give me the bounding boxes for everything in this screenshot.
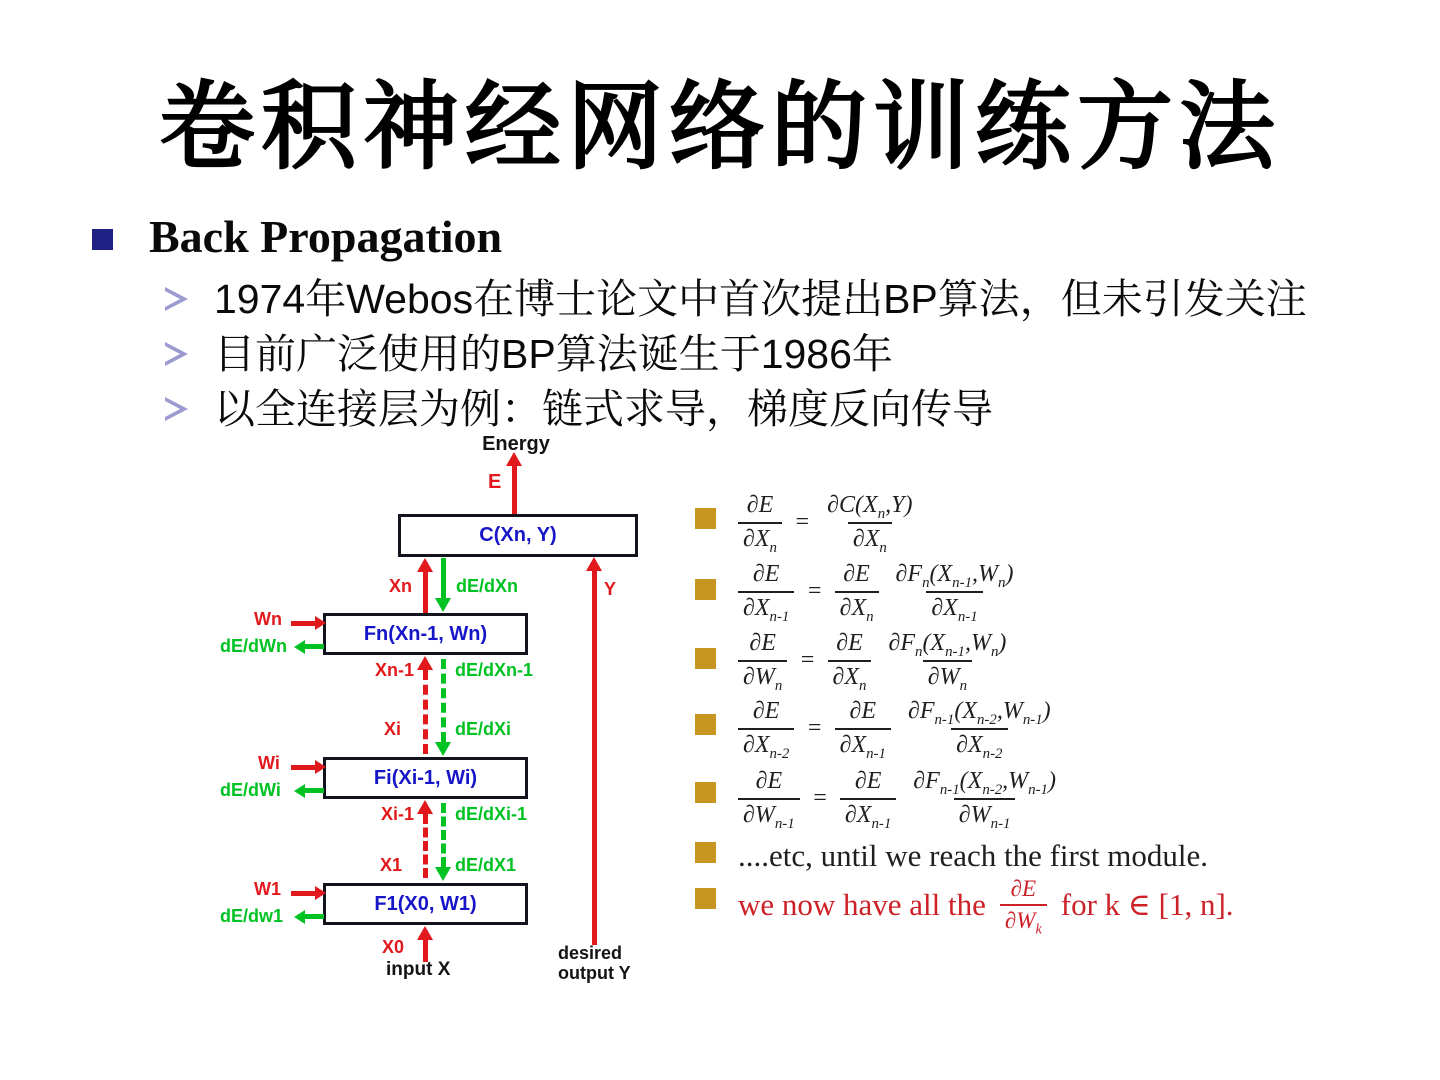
x1-label: X1 — [380, 855, 403, 875]
section-heading — [92, 210, 502, 263]
dedx1-label: dE/dX1 — [455, 855, 517, 875]
formula-bullet-icon — [695, 782, 716, 803]
formula-row — [695, 876, 1240, 939]
formula-bullet-icon — [695, 508, 716, 529]
dedwn-arrow-line — [304, 644, 324, 649]
chevron-bullet-icon — [165, 397, 188, 421]
e-arrow-line — [512, 466, 517, 514]
fraction: $\frac{\partial E}{\partial W_n}$ — [738, 630, 787, 691]
formula-content — [732, 561, 1024, 625]
dedxi1-dashed-line — [441, 803, 446, 867]
w1-label: W1 — [254, 879, 281, 899]
bullet-item — [165, 332, 893, 377]
dedxn1-label: dE/dXn-1 — [455, 660, 534, 680]
formula-content — [732, 768, 1067, 832]
fraction: $\frac{\partial E}{\partial W_k}$ — [1000, 876, 1047, 935]
desired-output-label-line1: desired — [558, 943, 623, 963]
bullet-text: 1974年Webos在博士论文中首次提出BP算法，但未引发关注 — [214, 276, 1307, 322]
formula-row — [695, 492, 923, 556]
formula-row — [695, 768, 1067, 832]
formula-bullet-icon — [695, 579, 716, 600]
fraction: $\frac{\partial C(X_n,Y)}{\partial X_n}$ — [827, 492, 913, 556]
formula-row — [695, 698, 1062, 762]
fraction: $\frac{\partial E}{\partial X_n}$ — [738, 492, 782, 553]
fraction: $\frac{\partial E}{\partial X_{n-1}}$ — [840, 768, 896, 829]
bullet-item — [165, 277, 1307, 322]
dedw1-arrow-line — [304, 914, 324, 919]
fi-box: Fi(Xi-1, Wi) — [323, 757, 528, 799]
formula-content — [732, 876, 1240, 939]
wn-label: Wn — [254, 609, 282, 629]
formula-text: = — [793, 509, 811, 536]
formula-content — [732, 492, 923, 556]
formula-text: ....etc, until we reach the first module. — [738, 838, 1209, 873]
xn-arrow-line — [423, 571, 428, 613]
e-label: E — [488, 471, 502, 493]
slide-title: 卷积神经网络的训练方法 — [159, 74, 1281, 181]
formula-row — [695, 838, 1214, 874]
fraction: $\frac{\partial E}{\partial X_n}$ — [828, 630, 872, 691]
input-x-label: input X — [386, 959, 451, 980]
dedw1-label: dE/dw1 — [220, 906, 284, 926]
fraction: $\frac{\partial E}{\partial X_{n-2}}$ — [738, 698, 794, 759]
wn-arrow-line — [291, 621, 317, 626]
square-bullet-icon — [92, 229, 113, 250]
dedxn-arrow-head-icon — [435, 598, 451, 612]
fraction: $\frac{\partial E}{\partial X_{n-1}}$ — [835, 698, 891, 759]
fraction: $\frac{\partial F_{n-1}(X_{n-2},W_{n-1})}{\partial W_{n-1}}$ — [913, 768, 1056, 832]
wi-label: Wi — [258, 753, 280, 773]
desired-output-label-line2: output Y — [558, 963, 631, 983]
formula-content — [732, 698, 1062, 762]
formula-text: = — [799, 647, 816, 674]
fraction: $\frac{\partial F_n(X_{n-1},W_n)}{\partial X_{n-1}}$ — [895, 561, 1014, 625]
cost-box: C(Xn, Y) — [398, 514, 638, 557]
y-label: Y — [604, 579, 617, 599]
formula-text: we now have all the — [738, 887, 986, 923]
w1-arrow-line — [291, 891, 317, 896]
fraction: $\frac{\partial F_{n-1}(X_{n-2},W_{n-1})}{\partial X_{n-2}}$ — [907, 698, 1051, 762]
formula-text: = — [811, 785, 828, 812]
dedxn1-dashed-line — [441, 659, 446, 742]
formula-text: = — [806, 578, 823, 605]
dedxn-label: dE/dXn — [456, 576, 518, 596]
fn-box: Fn(Xn-1, Wn) — [323, 613, 528, 655]
xn1-dashed-line — [423, 670, 428, 754]
chevron-bullet-icon — [165, 287, 188, 311]
xi1-dashed-line — [423, 814, 428, 878]
x0-arrow-head-icon — [417, 926, 433, 940]
dedxi1-arrow-head-icon — [435, 867, 451, 881]
e-arrow-head-icon — [506, 452, 522, 466]
dedwi-arrow-line — [304, 788, 324, 793]
dedxn1-arrow-head-icon — [435, 742, 451, 756]
wn-arrow-head-icon — [315, 616, 326, 630]
xn1-label: Xn-1 — [374, 660, 414, 680]
fraction: $\frac{\partial E}{\partial W_{n-1}}$ — [738, 768, 800, 829]
xn-label: Xn — [388, 576, 412, 596]
x0-label: X0 — [382, 937, 405, 957]
fraction: $\frac{\partial E}{\partial X_{n-1}}$ — [738, 561, 794, 622]
fraction: $\frac{\partial E}{\partial X_n}$ — [835, 561, 879, 622]
formula-bullet-icon — [695, 888, 716, 909]
formula-bullet-icon — [695, 842, 716, 863]
energy-label: Energy — [482, 433, 550, 455]
dedxn-arrow-line — [441, 558, 446, 599]
formula-bullet-icon — [695, 648, 716, 669]
y-arrow-head-icon — [586, 557, 602, 571]
xn-arrow-head-icon — [417, 558, 433, 572]
formula-content — [732, 838, 1214, 874]
xn1-arrow-head-icon — [417, 656, 433, 670]
formula-row — [695, 630, 1017, 694]
formula-row — [695, 561, 1024, 625]
dedwi-label: dE/dWi — [220, 780, 281, 800]
bullet-text: 以全连接层为例：链式求导，梯度反向传导 — [214, 386, 993, 432]
xi1-arrow-head-icon — [417, 800, 433, 814]
dedwn-label: dE/dWn — [220, 636, 287, 656]
dedxi1-label: dE/dXi-1 — [455, 804, 528, 824]
bullet-item — [165, 387, 993, 432]
bullet-text: 目前广泛使用的BP算法诞生于1986年 — [214, 331, 893, 377]
f1-box: F1(X0, W1) — [323, 883, 528, 925]
xi1-label: Xi-1 — [380, 804, 414, 824]
section-heading-label: Back Propagation — [149, 211, 503, 262]
formula-bullet-icon — [695, 714, 716, 735]
w1-arrow-head-icon — [315, 886, 326, 900]
formula-text: for k ∈ [1, n]. — [1060, 887, 1234, 923]
xi-label: Xi — [384, 719, 402, 739]
fraction: $\frac{\partial F_n(X_{n-1},W_n)}{\partial W_n}$ — [888, 630, 1007, 694]
formula-text: = — [806, 715, 823, 742]
chevron-bullet-icon — [165, 342, 188, 366]
dedxi-label: dE/dXi — [455, 719, 512, 739]
formula-content — [732, 630, 1017, 694]
wi-arrow-head-icon — [315, 760, 326, 774]
y-arrow-line — [592, 570, 597, 945]
wi-arrow-line — [291, 765, 317, 770]
